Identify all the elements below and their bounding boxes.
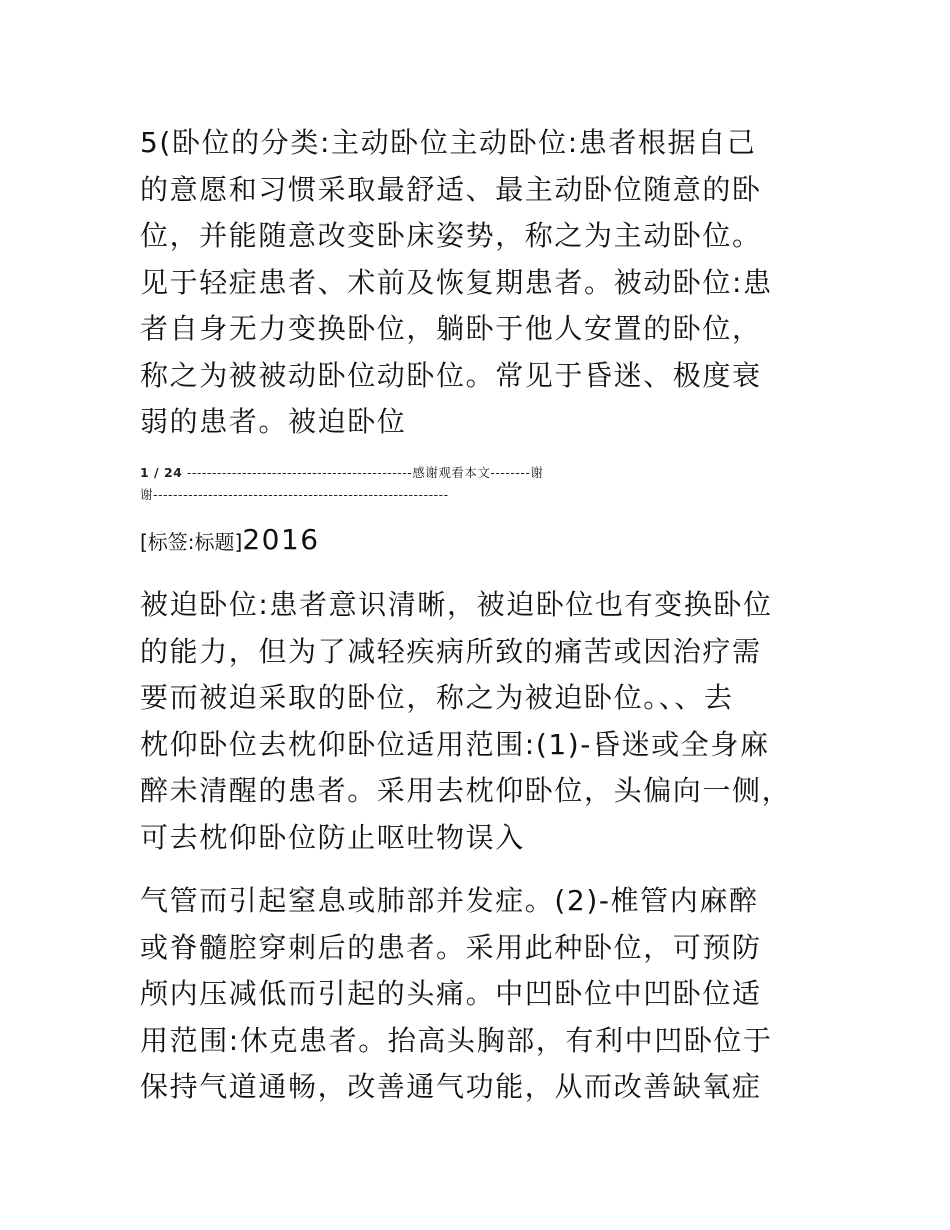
text-line: 者自身无力变换卧位，躺卧于他人安置的卧位，	[140, 312, 762, 345]
text-line: 可去枕仰卧位防止呕吐物误入	[140, 820, 525, 854]
text-line: 保持气道通畅，改善通气功能，从而改善缺氧症	[140, 1070, 762, 1103]
tag-year: 2016	[242, 523, 320, 556]
text-line: 要而被迫采取的卧位，称之为被迫卧位。、、去	[140, 681, 734, 714]
text-line: 称之为被被动卧位动卧位。常见于昏迷、极度衰	[140, 358, 762, 392]
footer-line-2: 谢-----------------------------------------------------------	[140, 487, 449, 502]
tag-label: [标签:标题]	[140, 530, 243, 554]
text-line: 颅内压减低而引起的头痛。中凹卧位中凹卧位适	[140, 977, 762, 1010]
text-line: 或脊髓腔穿刺后的患者。采用此种卧位，可预防	[140, 930, 762, 964]
paragraph-positions-classification	[140, 120, 830, 446]
paragraph-forced-position	[140, 582, 830, 861]
text-line: 5(卧位的分类:主动卧位主动卧位:患者根据自己	[140, 126, 757, 159]
text-line: 的能力，但为了减轻疾病所致的痛苦或因治疗需	[140, 634, 762, 668]
text-line: 用范围:休克患者。抬高头胸部，有利中凹卧位于	[140, 1023, 773, 1057]
tag-title-line	[140, 522, 320, 560]
text-line: 见于轻症患者、术前及恢复期患者。被动卧位:患	[140, 265, 773, 299]
paragraph-continuation	[140, 878, 830, 1111]
text-line: 弱的患者。被迫卧位	[140, 405, 407, 438]
text-line: 位，并能随意改变卧床姿势，称之为主动卧位。	[140, 219, 762, 252]
page-number: 1 / 24	[140, 465, 183, 480]
footer-line-1	[140, 462, 740, 484]
text-line: 被迫卧位:患者意识清晰，被迫卧位也有变换卧位	[140, 588, 773, 621]
text-line: 醉未清醒的患者。采用去枕仰卧位，头偏向一侧，	[140, 774, 792, 807]
text-line: 的意愿和习惯采取最舒适、最主动卧位随意的卧	[140, 172, 762, 206]
text-line: 枕仰卧位去枕仰卧位适用范围:(1)-昏迷或全身麻	[140, 727, 770, 761]
page-footer	[140, 462, 740, 506]
text-line: 气管而引起窒息或肺部并发症。(2)-椎管内麻醉	[140, 884, 759, 917]
footer-thanks-text: ---------------------------------------------感谢观看本文--------谢	[182, 465, 544, 480]
